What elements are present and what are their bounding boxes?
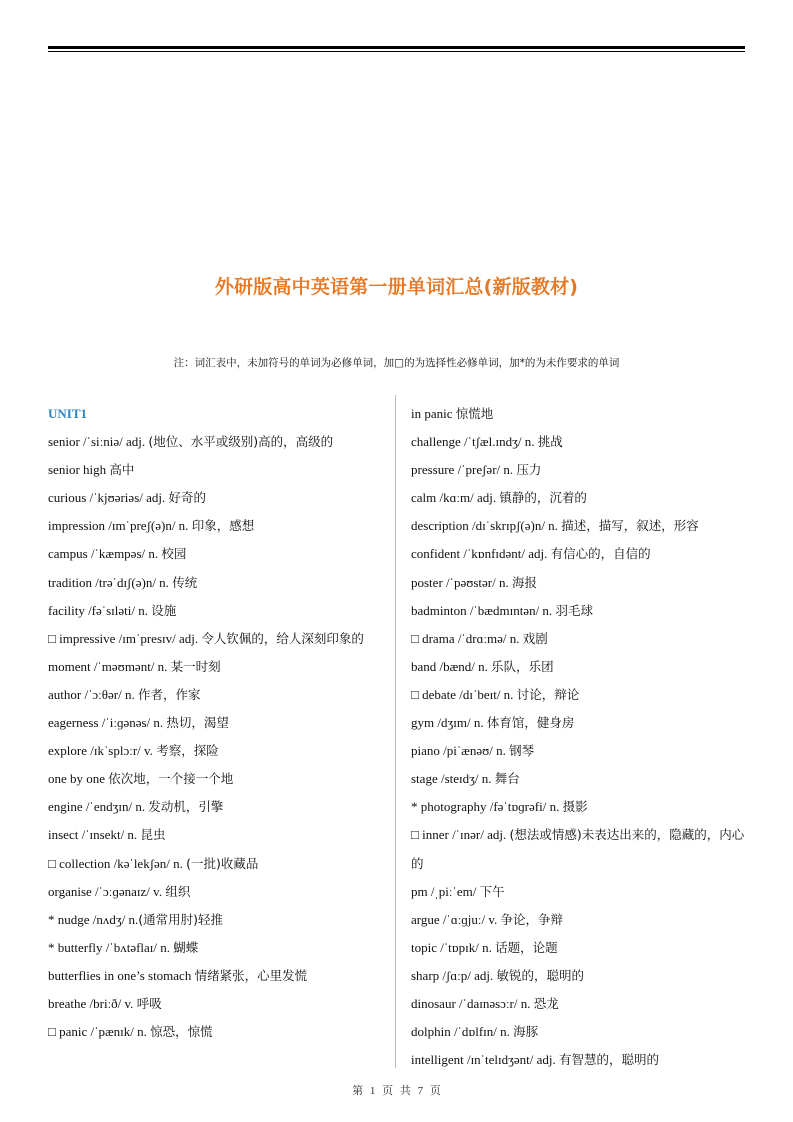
vocab-meaning: 下午 [479,883,505,899]
vocab-meaning: 镇静的，沉着的 [499,490,587,506]
legend-note: 注：词汇表中，未加符号的单词为必修单词，加□的为选择性必修单词，加*的为未作要求的单词 [173,357,620,369]
vocab-meaning: 作者，作家 [137,686,201,702]
vocab-word: pressure /ˈpreʃər/ n. [411,462,517,478]
vocab-word: explore /ɪkˈsplɔːr/ v. [48,743,157,759]
column-divider [395,395,396,1068]
vocab-meaning: 有信心的，自信的 [550,546,651,562]
vocab-word: □ inner /ˈɪnər/ adj. [411,827,510,843]
vocab-word: calm /kɑːm/ adj. [411,490,500,506]
vocab-meaning: 令人钦佩的，给人深刻印象的 [201,630,364,646]
vocab-word: * nudge /nʌdʒ/ n. [48,911,139,927]
vocab-meaning: 设施 [151,602,177,618]
vocab-entry [411,400,751,428]
vocab-word: senior /ˈsiːniə/ adj. [48,434,149,450]
vocab-entry [411,512,751,540]
vocab-entry [411,765,751,793]
vocab-word: curious /ˈkjʊəriəs/ adj. [48,490,169,506]
vocab-meaning: 惊恐，惊慌 [150,1024,213,1040]
vocab-meaning: 舞台 [494,771,520,787]
vocab-meaning: 发动机，引擎 [148,799,224,815]
vocab-meaning: 羽毛球 [555,602,593,618]
vocab-meaning: 某一时刻 [170,658,221,674]
vocab-word: challenge /ˈtʃæl.ɪndʒ/ n. [411,434,538,450]
vocab-entry [48,793,393,821]
document-title: 外研版高中英语第一册单词汇总(新版教材) [214,276,579,298]
vocab-entry [411,934,751,962]
vocab-entry [48,569,393,597]
vocab-meaning: 组织 [165,883,191,899]
vocab-entry [48,512,393,540]
vocab-entry [411,821,751,877]
left-entry-list [48,428,393,1046]
vocab-meaning: 争论，争辩 [500,911,563,927]
vocab-entry [48,765,393,793]
vocab-entry [411,906,751,934]
vocab-entry [48,990,393,1018]
vocab-entry [411,428,751,456]
vocab-entry [411,1018,751,1046]
header-rule-thick [48,46,745,49]
vocab-word: impression /ɪmˈpreʃ(ə)n/ n. [48,518,192,534]
vocab-entry [411,737,751,765]
vocab-meaning: 钢琴 [509,743,535,759]
vocab-meaning: 敏锐的，聪明的 [496,967,585,983]
vocab-entry [48,906,393,934]
vocab-meaning: 传统 [172,574,198,590]
vocab-entry [411,456,751,484]
vocab-word: one by one [48,771,109,787]
vocab-entry [411,681,751,709]
vocab-entry [411,1046,751,1074]
vocab-entry [48,962,393,990]
vocab-meaning: 话题，论题 [495,939,558,955]
vocab-word: eagerness /ˈiːɡənəs/ n. [48,715,167,731]
vocab-meaning: 惊慌地 [455,406,494,421]
vocab-meaning: 海报 [512,574,538,590]
vocab-meaning: (想法或情感)未表达出来的，隐藏的，内心的 [411,827,745,871]
vocab-word: tradition /trəˈdɪʃ(ə)n/ n. [48,574,173,590]
vocab-entry [411,569,751,597]
vocab-word: confident /ˈkɒnfɪdənt/ adj. [411,546,551,562]
vocab-meaning: 印象，感想 [191,518,255,534]
vocab-word: □ panic /ˈpænɪk/ n. [48,1024,151,1040]
vocab-meaning: 好奇的 [168,490,207,506]
vocab-entry [48,456,393,484]
vocab-entry [411,709,751,737]
vocab-word: insect /ˈɪnsekt/ n. [48,827,141,843]
vocab-meaning: 依次地，一个接一个地 [108,771,234,787]
vocab-meaning: 戏剧 [522,630,548,646]
vocab-entry [411,597,751,625]
vocab-entry [48,653,393,681]
vocab-word: stage /steɪdʒ/ n. [411,771,495,787]
vocab-meaning: 乐队，乐团 [491,658,554,674]
vocab-meaning: 有智慧的，聪明的 [559,1052,660,1068]
vocab-entry [411,962,751,990]
vocab-entry [48,850,393,878]
vocab-entry [48,1018,393,1046]
vocab-entry [48,625,393,653]
vocab-meaning: 昆虫 [140,827,166,843]
vocab-meaning: (一批)收藏品 [186,855,259,871]
vocab-word: * photography /fəˈtɒɡrəfi/ n. [411,799,563,815]
vocab-word: breathe /briːð/ v. [48,995,137,1011]
vocab-word: argue /ˈɑːɡjuː/ v. [411,911,501,927]
vocab-entry [48,934,393,962]
vocab-word: band /bænd/ n. [411,658,492,674]
vocab-word: □ drama /ˈdrɑːmə/ n. [411,630,523,646]
vocab-word: author /ˈɔːθər/ n. [48,686,138,702]
vocab-word: piano /piˈænəʊ/ n. [411,743,510,759]
vocab-meaning: (地位、水平或级别)高的，高级的 [148,434,334,450]
vocab-entry [411,625,751,653]
vocab-meaning: 描述，描写，叙述，形容 [561,518,699,534]
vocab-word: □ collection /kəˈlekʃən/ n. [48,855,187,871]
vocab-meaning: 摄影 [562,799,588,815]
vocab-meaning: 挑战 [537,434,563,450]
vocab-word: gym /dʒɪm/ n. [411,715,487,731]
vocab-meaning: 体育馆，健身房 [486,715,575,731]
vocab-word: engine /ˈendʒɪn/ n. [48,799,149,815]
vocab-entry [411,540,751,568]
vocab-meaning: 蝴蝶 [173,939,199,955]
vocab-entry [411,484,751,512]
vocab-word: pm /ˌpiːˈem/ [411,883,480,899]
right-entry-list [411,400,751,1074]
vocab-word: badminton /ˈbædmɪntən/ n. [411,602,556,618]
unit-heading: UNIT1 [48,406,88,421]
vocab-word: organise /ˈɔːɡənaɪz/ v. [48,883,166,899]
vocab-meaning: 讨论，辩论 [516,686,580,702]
vocab-entry [411,990,751,1018]
vocab-meaning: 考察，探险 [156,743,219,759]
vocab-word: poster /ˈpəʊstər/ n. [411,574,512,590]
vocab-word: topic /ˈtɒpɪk/ n. [411,939,496,955]
vocab-entry [48,681,393,709]
vocab-entry [48,878,393,906]
vocab-meaning: 热切，渴望 [166,715,229,731]
vocab-entry [48,709,393,737]
vocab-meaning: 压力 [516,462,542,478]
vocab-meaning: 海豚 [513,1024,539,1040]
vocab-word: campus /ˈkæmpəs/ n. [48,546,162,562]
vocab-entry [411,793,751,821]
vocab-word: □ debate /dɪˈbeɪt/ n. [411,686,517,702]
vocab-word: description /dɪˈskrɪpʃ(ə)n/ n. [411,518,562,534]
vocab-entry [48,821,393,849]
vocab-entry [411,878,751,906]
vocab-word: dolphin /ˈdɒlfɪn/ n. [411,1024,514,1040]
vocab-meaning: 呼吸 [136,995,162,1011]
left-column [48,400,393,1046]
vocab-entry [48,737,393,765]
vocab-entry [48,484,393,512]
vocab-word: senior high [48,462,110,478]
vocab-entry [411,653,751,681]
vocab-entry [48,540,393,568]
vocab-word: in panic [411,406,456,421]
vocab-word: □ impressive /ɪmˈpresɪv/ adj. [48,630,202,646]
vocab-meaning: (通常用肘)轻推 [138,911,224,927]
page-footer: 第 1 页 共 7 页 [352,1085,441,1097]
vocab-entry [48,597,393,625]
vocab-word: facility /fəˈsɪləti/ n. [48,602,152,618]
vocab-word: moment /ˈməʊmənt/ n. [48,658,171,674]
vocab-meaning: 情绪紧张，心里发慌 [194,967,308,983]
vocab-word: * butterfly /ˈbʌtəflaɪ/ n. [48,939,174,955]
vocab-meaning: 高中 [109,462,135,478]
vocab-word: dinosaur /ˈdaɪnəsɔːr/ n. [411,995,534,1011]
vocab-word: intelligent /ɪnˈtelɪdʒənt/ adj. [411,1052,560,1068]
header-rule-thin [48,51,745,52]
vocab-word: sharp /ʃɑːp/ adj. [411,967,497,983]
vocab-word: butterflies in one’s stomach [48,967,195,983]
vocab-entry [48,428,393,456]
vocab-meaning: 恐龙 [533,995,559,1011]
right-column [411,400,751,1074]
vocab-meaning: 校园 [161,546,187,562]
